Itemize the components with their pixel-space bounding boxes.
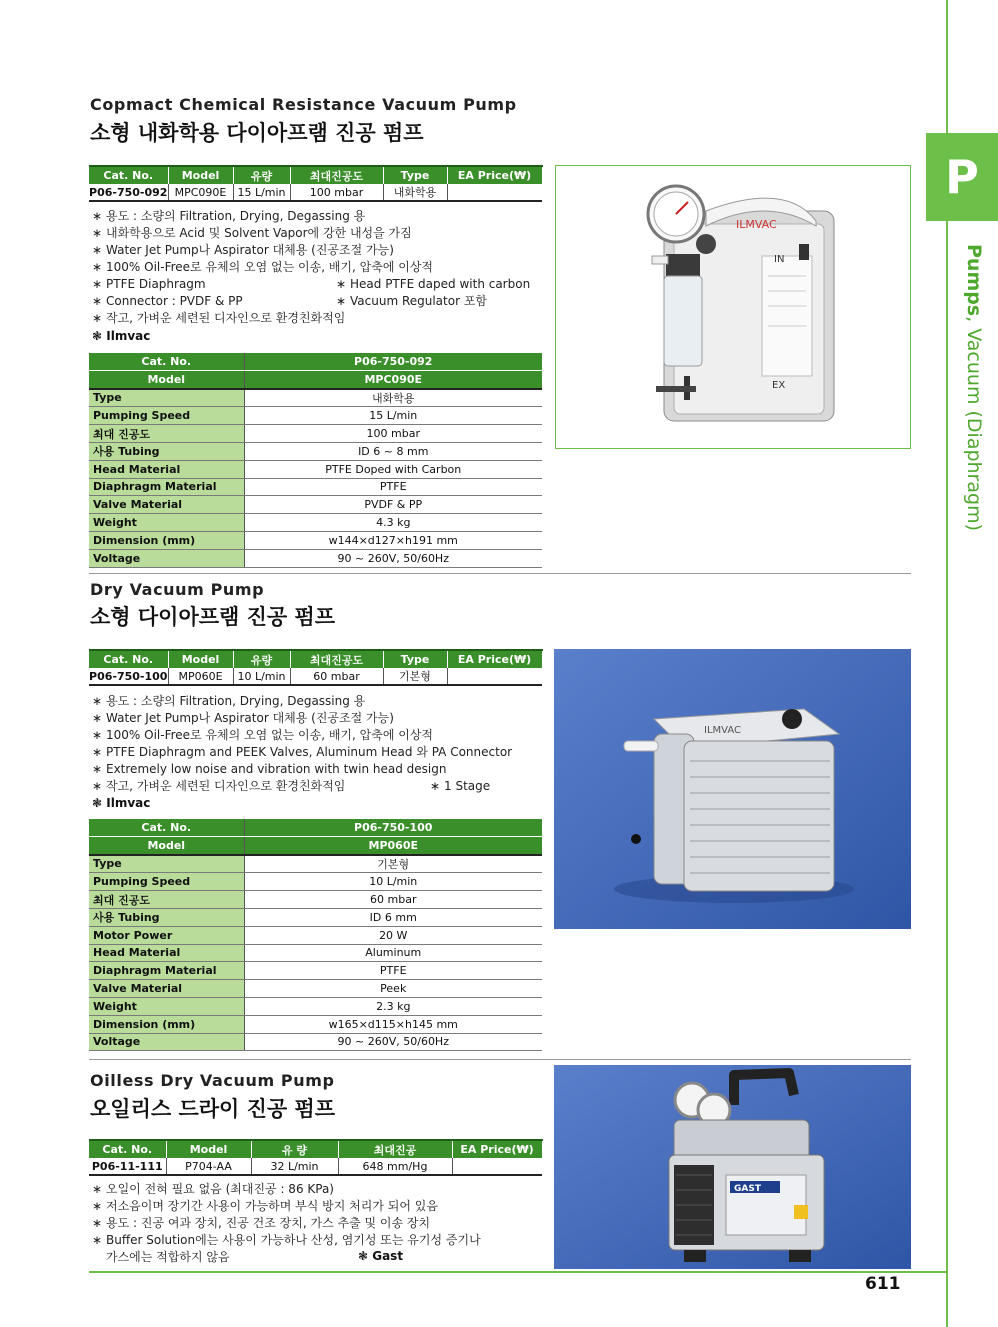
section2-spec-table — [89, 819, 542, 1051]
spec-key: Pumping Speed — [89, 407, 244, 425]
list-item — [92, 1249, 481, 1266]
spec-key: Dimension (mm) — [89, 531, 244, 549]
product-image-p704aa — [554, 1065, 911, 1269]
section3-summary-table — [89, 1139, 543, 1176]
summary-header: Model — [168, 166, 233, 184]
summary-header: Cat. No. — [89, 166, 168, 184]
summary-cell: 10 L/min — [233, 668, 290, 685]
product-image-mpc090e — [555, 165, 911, 449]
summary-cell: 15 L/min — [233, 184, 290, 201]
table-row — [89, 873, 542, 891]
bullet-text: 용도 : 진공 여과 장치, 진공 건조 장치, 가스 추출 및 이송 장치 — [106, 1216, 431, 1230]
table-row — [89, 425, 542, 443]
spec-header-label: Cat. No. — [89, 819, 244, 836]
summary-cell: 100 mbar — [290, 184, 383, 201]
list-item: ∗ Water Jet Pump나 Aspirator 대체용 (진공조절 가능) — [92, 243, 394, 257]
bullet-text: Water Jet Pump나 Aspirator 대체용 (진공조절 가능) — [106, 243, 394, 257]
spec-key: Head Material — [89, 944, 244, 962]
spec-value: 100 mbar — [244, 425, 542, 443]
bullet-text: 내화학용으로 Acid 및 Solvent Vapor에 강한 내성을 가짐 — [106, 226, 412, 240]
section1-title-en: Copmact Chemical Resistance Vacuum Pump — [90, 95, 517, 114]
summary-header: 유량 — [233, 650, 290, 668]
summary-header: Type — [383, 650, 447, 668]
bullet-text: 오일이 전혀 필요 없음 (최대진공 : 86 KPa) — [106, 1182, 334, 1196]
section1-summary-table — [89, 165, 543, 202]
spec-header-value: MP060E — [244, 836, 542, 854]
summary-cell-price — [447, 184, 542, 201]
spec-key: Valve Material — [89, 980, 244, 998]
spec-value: ID 6 mm — [244, 908, 542, 926]
section2-summary-table — [89, 649, 543, 686]
side-category-bold: Pumps — [963, 244, 985, 317]
bullet-text: 100% Oil-Free로 유체의 오염 없는 이송, 배기, 압축에 이상적 — [106, 728, 434, 742]
spec-key: Weight — [89, 514, 244, 532]
table-row — [89, 549, 542, 567]
table-row — [89, 478, 542, 496]
image-brand-text: ILMVAC — [736, 218, 777, 231]
spec-value: 10 L/min — [244, 873, 542, 891]
image-in-label: IN — [774, 254, 785, 265]
spec-key: Motor Power — [89, 926, 244, 944]
bullet-list — [92, 1181, 481, 1266]
spec-key: Valve Material — [89, 496, 244, 514]
bullet-text: 저소음이며 장기간 사용이 가능하며 부식 방지 처리가 되어 있음 — [106, 1199, 438, 1213]
section-divider — [89, 1059, 911, 1060]
summary-cell: 기본형 — [383, 668, 447, 685]
bullet-text: Buffer Solution에는 사용이 가능하나 산성, 염기성 또는 유기성 증기나 — [106, 1233, 481, 1247]
summary-cell: P704-AA — [166, 1158, 251, 1175]
brand-name: Ilmvac — [106, 796, 151, 810]
table-row — [89, 460, 542, 478]
section2-title-ko: 소형 다이아프램 진공 펌프 — [90, 605, 336, 629]
summary-header: Type — [383, 166, 447, 184]
summary-cell: MP060E — [168, 668, 233, 685]
list-item: ∗ Connector : PVDF & PP — [92, 294, 243, 308]
bullet-text: 100% Oil-Free로 유체의 오염 없는 이송, 배기, 압축에 이상적 — [106, 260, 434, 274]
list-item: ∗ PTFE Diaphragm and PEEK Valves, Aluminum Head 와 PA Connector — [92, 745, 513, 759]
list-item: ∗ Extremely low noise and vibration with twin head design — [92, 762, 447, 776]
spec-key: Diaphragm Material — [89, 962, 244, 980]
flower-icon: ❃ — [358, 1249, 373, 1263]
table-row — [89, 926, 542, 944]
table-row — [89, 407, 542, 425]
spec-value: 기본형 — [244, 855, 542, 873]
list-item: ∗ PTFE Diaphragm — [92, 277, 206, 291]
brand-label — [358, 1249, 403, 1263]
spec-value: PVDF & PP — [244, 496, 542, 514]
list-item: ∗ 100% Oil-Free로 유체의 오염 없는 이송, 배기, 압축에 이상적 — [92, 260, 434, 274]
summary-cell: 648 mm/Hg — [338, 1158, 452, 1175]
summary-cell-cat-no: P06-750-100 — [89, 668, 168, 685]
bullet-text: PTFE Diaphragm and PEEK Valves, Aluminum Head 와 PA Connector — [106, 745, 513, 759]
list-item: ∗ 용도 : 소량의 Filtration, Drying, Degassing 용 — [92, 694, 366, 708]
spec-key: Weight — [89, 997, 244, 1015]
table-row — [89, 531, 542, 549]
spec-key: 사용 Tubing — [89, 442, 244, 460]
brand-name: Gast — [372, 1249, 404, 1263]
table-row — [89, 496, 542, 514]
spec-value: Peek — [244, 980, 542, 998]
list-item: ∗ 오일이 전혀 필요 없음 (최대진공 : 86 KPa) — [92, 1182, 334, 1196]
spec-key: Type — [89, 389, 244, 407]
bullet-list-right — [336, 276, 530, 310]
pump-illustration — [554, 1065, 911, 1269]
spec-value: w165×d115×h145 mm — [244, 1015, 542, 1033]
list-item: ∗ 용도 : 소량의 Filtration, Drying, Degassing 용 — [92, 209, 366, 223]
summary-cell-price — [447, 668, 542, 685]
bullet-text: Vacuum Regulator 포함 — [350, 294, 488, 308]
section1-spec-table — [89, 353, 542, 568]
spec-value: 4.3 kg — [244, 514, 542, 532]
table-row — [89, 514, 542, 532]
section1-title-ko: 소형 내화학용 다이아프램 진공 펌프 — [90, 121, 424, 145]
bullet-text: 용도 : 소량의 Filtration, Drying, Degassing 용 — [106, 694, 366, 708]
table-row — [89, 1033, 542, 1051]
summary-header: EA Price(₩) — [452, 1140, 542, 1158]
summary-header: 최대진공 — [338, 1140, 452, 1158]
summary-cell: 60 mbar — [290, 668, 383, 685]
image-brand-text: ILMVAC — [704, 725, 741, 736]
spec-key: 최대 진공도 — [89, 425, 244, 443]
spec-key: Voltage — [89, 549, 244, 567]
table-row — [89, 389, 542, 407]
table-row — [89, 980, 542, 998]
page-number: 611 — [865, 1274, 901, 1294]
table-row — [89, 855, 542, 873]
flower-icon: ❃ — [92, 329, 107, 343]
table-row — [89, 908, 542, 926]
list-item: ∗ 작고, 가벼운 세련된 디자인으로 환경친화적임 — [92, 311, 346, 325]
brand-label — [92, 796, 150, 810]
summary-header: Model — [168, 650, 233, 668]
bullet-text: Head PTFE daped with carbon — [350, 277, 531, 291]
pump-illustration — [556, 166, 910, 448]
pump-illustration — [554, 649, 911, 929]
spec-value: 내화학용 — [244, 389, 542, 407]
summary-header: EA Price(₩) — [447, 650, 542, 668]
spec-header-label: Model — [89, 836, 244, 854]
image-ex-label: EX — [772, 380, 786, 391]
table-row — [89, 442, 542, 460]
spec-header-label: Cat. No. — [89, 353, 244, 370]
list-item: ∗ Buffer Solution에는 사용이 가능하나 산성, 염기성 또는 유기성 증기나 — [92, 1233, 481, 1247]
spec-key: Dimension (mm) — [89, 1015, 244, 1033]
spec-key: 사용 Tubing — [89, 908, 244, 926]
summary-cell-cat-no: P06-11-111 — [89, 1158, 166, 1175]
spec-value: 15 L/min — [244, 407, 542, 425]
table-row — [89, 891, 542, 909]
spec-value: 90 ~ 260V, 50/60Hz — [244, 1033, 542, 1051]
table-row — [89, 997, 542, 1015]
section3-title-en: Oilless Dry Vacuum Pump — [90, 1071, 335, 1090]
spec-header-value: MPC090E — [244, 370, 542, 388]
spec-header-value: P06-750-100 — [244, 819, 542, 836]
summary-cell-price — [452, 1158, 542, 1175]
list-item: ∗ Water Jet Pump나 Aspirator 대체용 (진공조절 가능) — [92, 711, 394, 725]
spec-value: 90 ~ 260V, 50/60Hz — [244, 549, 542, 567]
summary-header: Model — [166, 1140, 251, 1158]
spec-value: PTFE Doped with Carbon — [244, 460, 542, 478]
spec-key: Pumping Speed — [89, 873, 244, 891]
bullet-text: 작고, 가벼운 세련된 디자인으로 환경친화적임 — [106, 779, 346, 793]
summary-header: 최대진공도 — [290, 650, 383, 668]
footer-green-line — [89, 1271, 946, 1273]
summary-header: 유 량 — [251, 1140, 338, 1158]
section-letter-tab[interactable]: P — [926, 133, 998, 221]
section2-title-en: Dry Vacuum Pump — [90, 580, 265, 599]
section-divider — [89, 573, 911, 574]
list-item: ∗ 100% Oil-Free로 유체의 오염 없는 이송, 배기, 압축에 이상적 — [92, 728, 434, 742]
table-row — [89, 944, 542, 962]
spec-key: 최대 진공도 — [89, 891, 244, 909]
spec-key: Head Material — [89, 460, 244, 478]
table-row — [89, 962, 542, 980]
brand-label — [92, 329, 150, 343]
summary-header: 최대진공도 — [290, 166, 383, 184]
spec-value: 60 mbar — [244, 891, 542, 909]
bullet-continuation: 가스에는 적합하지 않음 — [106, 1250, 230, 1264]
table-row — [89, 1015, 542, 1033]
spec-header-label: Model — [89, 370, 244, 388]
bullet-list-right — [430, 778, 490, 795]
bullet-text: 작고, 가벼운 세련된 디자인으로 환경친화적임 — [106, 311, 346, 325]
list-item: ∗ 작고, 가벼운 세련된 디자인으로 환경친화적임 — [92, 779, 346, 793]
summary-header: 유량 — [233, 166, 290, 184]
list-item: ∗ Head PTFE daped with carbon — [336, 277, 531, 291]
summary-cell: 32 L/min — [251, 1158, 338, 1175]
summary-header: Cat. No. — [89, 650, 168, 668]
summary-cell: 내화학용 — [383, 184, 447, 201]
bullet-text: Extremely low noise and vibration with twin head design — [106, 762, 447, 776]
side-category-rest: , Vacuum (Diaphragm) — [963, 316, 985, 531]
list-item: ∗ 저소음이며 장기간 사용이 가능하며 부식 방지 처리가 되어 있음 — [92, 1199, 438, 1213]
bullet-text: 용도 : 소량의 Filtration, Drying, Degassing 용 — [106, 209, 366, 223]
summary-header: Cat. No. — [89, 1140, 166, 1158]
list-item: ∗ 1 Stage — [430, 779, 491, 793]
image-brand-text: GAST — [734, 1184, 761, 1194]
spec-key: Type — [89, 855, 244, 873]
bullet-text: PTFE Diaphragm — [106, 277, 206, 291]
section3-title-ko: 오일리스 드라이 진공 펌프 — [90, 1097, 336, 1121]
list-item: ∗ 내화학용으로 Acid 및 Solvent Vapor에 강한 내성을 가짐 — [92, 226, 412, 240]
spec-value: Aluminum — [244, 944, 542, 962]
spec-value: ID 6 ~ 8 mm — [244, 442, 542, 460]
bullet-text: Connector : PVDF & PP — [106, 294, 243, 308]
spec-value: 20 W — [244, 926, 542, 944]
spec-header-value: P06-750-092 — [244, 353, 542, 370]
summary-cell: MPC090E — [168, 184, 233, 201]
spec-value: w144×d127×h191 mm — [244, 531, 542, 549]
side-category-label — [945, 244, 985, 544]
summary-cell-cat-no: P06-750-092 — [89, 184, 168, 201]
spec-value: 2.3 kg — [244, 997, 542, 1015]
flower-icon: ❃ — [92, 796, 107, 810]
list-item: ∗ Vacuum Regulator 포함 — [336, 294, 488, 308]
bullet-text: Water Jet Pump나 Aspirator 대체용 (진공조절 가능) — [106, 711, 394, 725]
spec-key: Diaphragm Material — [89, 478, 244, 496]
summary-header: EA Price(₩) — [447, 166, 542, 184]
brand-name: Ilmvac — [106, 329, 151, 343]
spec-key: Voltage — [89, 1033, 244, 1051]
spec-value: PTFE — [244, 962, 542, 980]
bullet-text: 1 Stage — [444, 779, 491, 793]
list-item: ∗ 용도 : 진공 여과 장치, 진공 건조 장치, 가스 추출 및 이송 장치 — [92, 1216, 431, 1230]
spec-value: PTFE — [244, 478, 542, 496]
product-image-mp060e — [554, 649, 911, 929]
